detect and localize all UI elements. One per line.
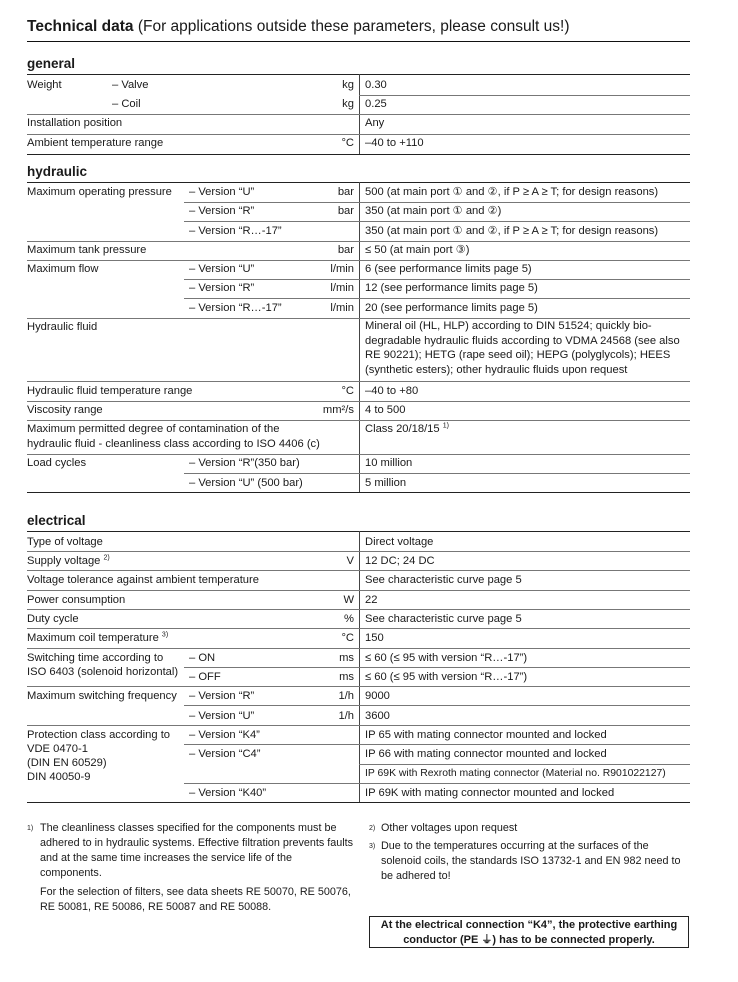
row-unit: V [346,555,354,567]
row-sub: – Version “K40” [189,787,267,799]
row-value: 150 [365,632,384,644]
label-text: Supply voltage [27,555,101,567]
row-label: Switching time according to [27,652,164,664]
rule [184,298,690,299]
rule [27,609,690,610]
row-label: Hydraulic fluid temperature range [27,385,193,397]
row-label: Protection class according to [27,729,171,741]
rule [184,705,690,706]
rule [27,590,690,591]
rule [184,221,690,222]
row-value: Mineral oil (HL, HLP) according to DIN 51524; quickly bio-degradable hydraulic fluids according to VDMA 24568 (see also RE 90221); HETG (rape seed oil); HEPG (polyglycols); HEES (synthetic esters); other hydraulic fluids upon request [365,320,680,376]
page-title: Technical data (For applications outside these parameters, please consult us!) [27,18,570,35]
rule [27,134,690,135]
row-unit: kg [342,98,354,110]
rule [27,492,690,493]
rule [27,260,690,261]
row-sub: – OFF [189,671,221,683]
label-text: Maximum coil temperature [27,632,159,644]
row-unit: bar [337,205,354,217]
footnote-ref: 1) [442,422,449,430]
row-value: 3600 [365,710,390,722]
row-value: IP 69K with mating connector mounted and locked [365,787,615,799]
row-sub: – Version “U” [189,263,255,275]
rule [27,686,690,687]
row-sub: – Version “U” (500 bar) [189,477,303,489]
section-heading-electrical: electrical [27,513,86,528]
rule [27,802,690,803]
row-value: 0.25 [365,98,387,110]
rule [27,454,690,455]
row-label: Maximum switching frequency [27,690,177,702]
row-value: 22 [365,594,378,606]
footnote-mark: 3) [369,843,376,850]
row-value: ≤ 60 (≤ 95 with version “R…-17”) [365,652,528,664]
row-sub: – Version “R…-17” [189,225,282,237]
row-label: Maximum operating pressure [27,186,172,198]
row-label: Viscosity range [27,404,103,416]
rule [27,241,690,242]
row-value: IP 65 with mating connector mounted and locked [365,729,607,741]
row-sub: – Coil [112,98,141,110]
rule [27,114,690,115]
row-value: –40 to +110 [365,137,424,149]
row-label: VDE 0470-1 [27,743,88,755]
row-unit: 1/h [338,690,354,702]
rule [184,473,690,474]
title-rule [27,41,690,42]
row-sub: – Version “R” [189,282,255,294]
row-sub: – Version “R” [189,690,255,702]
row-value: Any [365,117,385,129]
footnote-ref: 3) [161,631,169,639]
row-label: Power consumption [27,594,126,606]
row-label: Installation position [27,117,123,129]
rule [184,279,690,280]
row-label: Type of voltage [27,536,103,548]
row-sub: – Version “C4” [189,748,261,760]
rule [184,667,690,668]
row-value: ≤ 50 (at main port ③) [365,244,470,256]
row-label: Load cycles [27,457,87,469]
row-unit: mm²/s [322,404,354,416]
row-unit: 1/h [338,710,354,722]
footnote-ref: 2) [103,554,110,562]
row-sub: – Version “U” [189,186,255,198]
row-value: 20 (see performance limits page 5) [365,302,538,314]
row-value: 350 (at main port ① and ②, if P ≥ A ≥ T; for design reasons) [365,225,659,237]
row-label: Weight [27,79,62,91]
row-sub: – Version “K4” [189,729,260,741]
row-value: 500 (at main port ① and ②, if P ≥ A ≥ T; for design reasons) [365,186,659,198]
rule [184,783,690,784]
warning-note-box: At the electrical connection “K4”, the protective earthing conductor (PE ⏚) has to be connected properly. [369,916,689,948]
row-value: IP 69K with Rexroth mating connector (Material no. R901022127) [365,768,666,779]
row-unit: ms [339,671,354,683]
row-value: ≤ 60 (≤ 95 with version “R…-17”) [365,671,528,683]
footnote-2: Other voltages upon request [381,822,518,834]
rule [27,401,690,402]
row-unit: l/min [330,302,354,314]
row-value [365,422,449,436]
row-value: 5 million [365,477,407,489]
row-unit: ms [339,652,354,664]
row-value: 10 million [365,457,413,469]
section-heading-hydraulic: hydraulic [27,164,88,179]
row-label: Maximum tank pressure [27,244,147,256]
footnote-1b: For the selection of filters, see data sheets RE 50070, RE 50076, RE 50081, RE 50086, RE 50087 and RE 50088. [40,886,351,913]
value-text: Class 20/18/15 [365,423,440,435]
row-sub: – ON [189,652,216,664]
row-unit: bar [337,244,354,256]
row-sub: – Version “R…-17” [189,302,282,314]
row-value: IP 66 with mating connector mounted and locked [365,748,607,760]
row-value: Direct voltage [365,536,434,548]
rule [184,202,690,203]
row-sub: – Version “R” [189,205,255,217]
rule [27,570,690,571]
row-value: 9000 [365,690,390,702]
footnote-3: Due to the temperatures occurring at the surfaces of the solenoid coils, the standards ISO 13732-1 and EN 982 need to be adhered to! [381,840,681,882]
row-label [27,631,168,645]
footnote-mark: 1) [27,825,34,832]
row-unit: °C [341,137,354,149]
row-label: ISO 6403 (solenoid horizontal) [27,666,179,678]
row-unit: l/min [330,263,354,275]
row-unit: bar [337,186,354,198]
row-label: DIN 40050-9 [27,771,91,783]
row-value: 4 to 500 [365,404,406,416]
row-unit: W [343,594,354,606]
row-label: Duty cycle [27,613,79,625]
row-unit: °C [341,632,354,644]
row-unit: % [344,613,354,625]
row-value: 12 (see performance limits page 5) [365,282,538,294]
row-unit: °C [341,385,354,397]
rule [27,551,690,552]
footnote-mark: 2) [369,825,376,832]
row-unit: kg [342,79,354,91]
row-label: Maximum permitted degree of contamination of the hydraulic fluid - cleanliness class according to ISO 4406 (c) [27,423,320,450]
row-value: 350 (at main port ① and ②) [365,205,502,217]
rule [359,95,690,96]
rule [27,154,690,155]
footnote-1: The cleanliness classes specified for the components must be adhered to in hydraulic systems. Effective filtration prevents faults and at the same time increases the service life of the components. [40,822,354,879]
row-value: 0.30 [365,79,387,91]
row-sub: – Version “R”(350 bar) [189,457,300,469]
row-sub: – Valve [112,79,149,91]
row-sub: – Version “U” [189,710,255,722]
rule [27,725,690,726]
row-unit: l/min [330,282,354,294]
section-heading-general: general [27,56,76,71]
row-label: (DIN EN 60529) [27,757,107,769]
rule [27,628,690,629]
row-value: See characteristic curve page 5 [365,574,522,586]
row-label: Ambient temperature range [27,137,164,149]
row-value: See characteristic curve page 5 [365,613,522,625]
row-label [27,554,110,568]
column-divider [359,182,360,492]
rule [184,744,690,745]
row-label: Hydraulic fluid [27,321,98,333]
rule [27,648,690,649]
row-value: –40 to +80 [365,385,419,397]
rule [27,381,690,382]
row-value: 6 (see performance limits page 5) [365,263,532,275]
rule [27,420,690,421]
row-value: 12 DC; 24 DC [365,555,435,567]
row-label: Maximum flow [27,263,99,275]
rule [359,764,690,765]
row-label: Voltage tolerance against ambient temperature [27,574,259,586]
